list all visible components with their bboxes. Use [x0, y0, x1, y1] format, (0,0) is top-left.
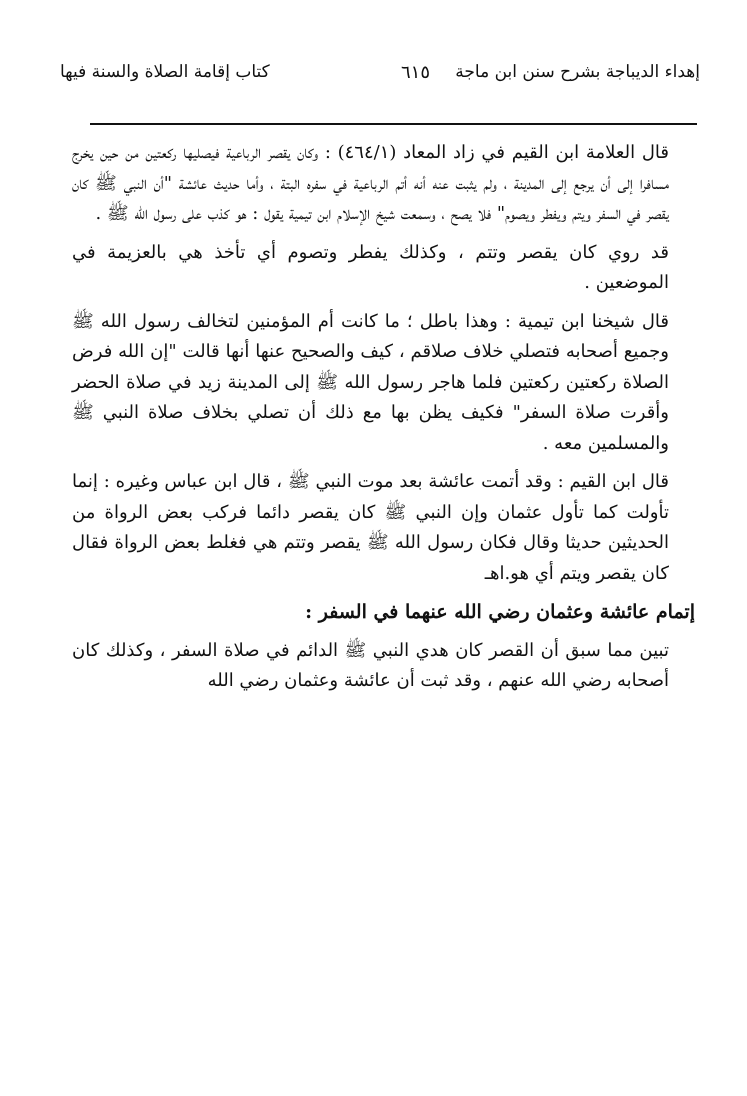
section-heading: إتمام عائشة وعثمان رضي الله عنهما في السفر :	[305, 601, 695, 623]
paragraph-4: قال ابن القيم : وقد أتمت عائشة بعد موت النبي ﷺ ، قال ابن عباس وغيره : إنما تأولت كما تأول عثمان وإن النبي ﷺ كان يقصر دائما فركب بعض الرواة من الحديثين حديثا وقال فكان رسول الله ﷺ يقصر وتتم هي فغلط بعض الرواة فقال كان يقصر ويتم أي هو.اهـ	[72, 471, 669, 584]
chapter-title: كتاب إقامة الصلاة والسنة فيها	[60, 62, 270, 82]
page-number: ٦١٥	[400, 62, 430, 83]
paragraph-5: تبين مما سبق أن القصر كان هدي النبي ﷺ الدائم في صلاة السفر ، وكذلك كان أصحابه رضي الله عنهم ، وقد ثبت أن عائشة وعثمان رضي الله	[72, 639, 669, 691]
book-title: إهداء الديباجة بشرح سنن ابن ماجة	[455, 62, 700, 82]
paragraph-2: قد روي كان يقصر وتتم ، وكذلك يفطر وتصوم أي تأخذ هي بالعزيمة في الموضعين .	[72, 241, 669, 293]
page-body	[72, 138, 695, 705]
page-header	[60, 58, 700, 92]
paragraph-1: قال العلامة ابن القيم في زاد المعاد (٤٦٤/١) : وكان يقصر الرباعية فيصليها ركعتين من حين يخرج مسافرا إلى أن يرجع إلى المدينة ، ولم يثبت عنه أنه أتم الرباعية في سفره البتة ، وأما حديث عائشة "أن النبي ﷺ كان يقصر في السفر ويتم ويفطر ويصوم" فلا يصح ، وسمعت شيخ الإسلام ابن تيمية يقول : هو كذب على رسول الله ﷺ .	[72, 142, 670, 224]
paragraph-3: قال شيخنا ابن تيمية : وهذا باطل ؛ ما كانت أم المؤمنين لتخالف رسول الله ﷺ وجميع أصحابه فتصلي خلاف صلاقم ، كيف والصحيح عنها أنها قالت "إن الله فرض الصلاة ركعتين ركعتين فلما هاجر رسول الله ﷺ إلى المدينة زيد في صلاة الحضر وأقرت صلاة السفر" فكيف يظن بها مع ذلك أن تصلي بخلاف صلاة النبي ﷺ والمسلمين معه .	[72, 310, 669, 454]
header-divider	[90, 123, 697, 125]
